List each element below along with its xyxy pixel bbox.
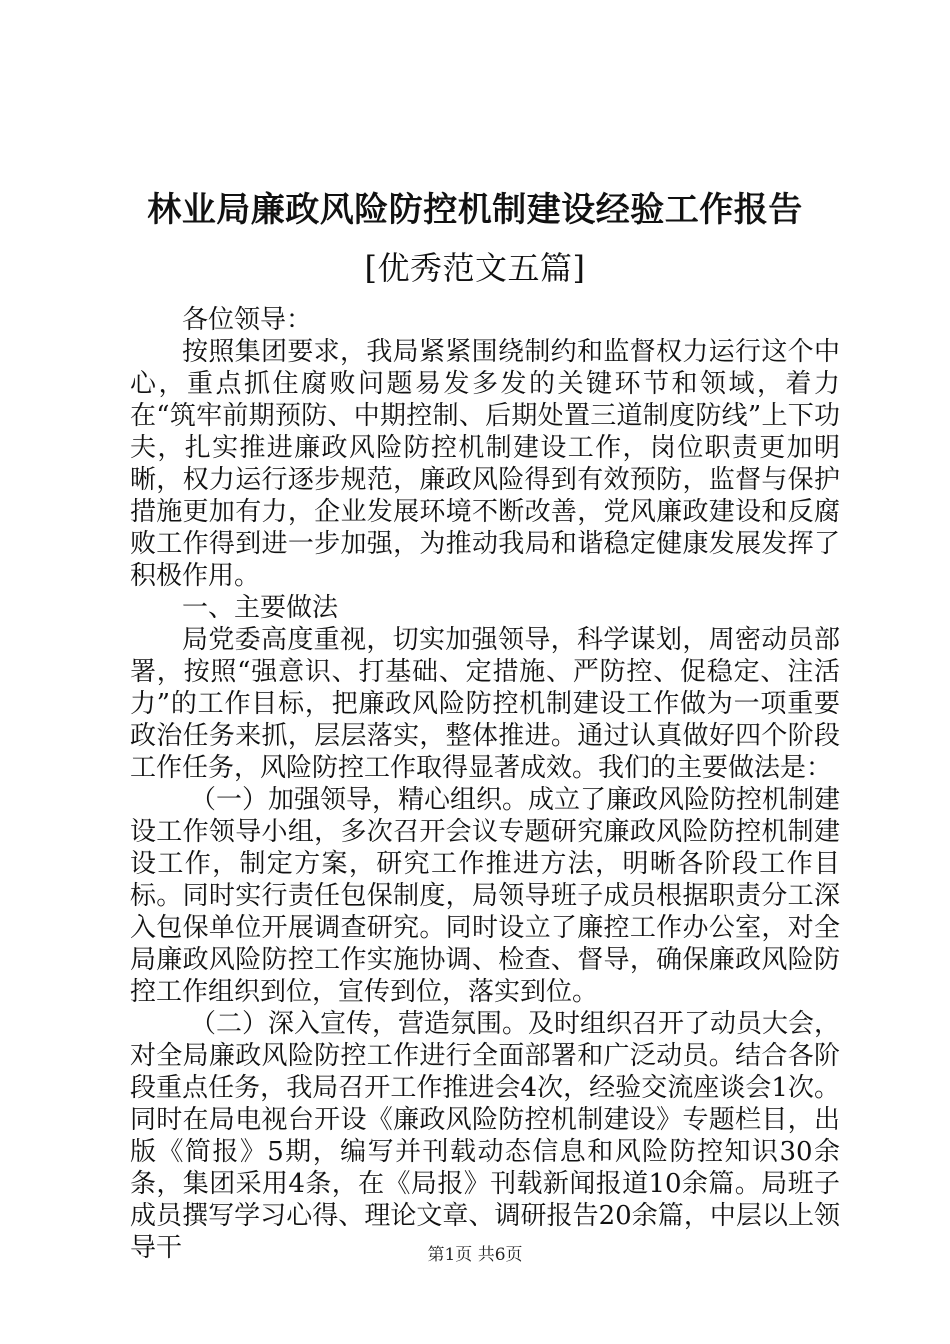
document-subtitle: [优秀范文五篇] [364, 249, 586, 287]
document-body [130, 304, 840, 1264]
page-indicator: 第1页 共6页 [427, 1245, 523, 1265]
section-heading: 一、主要做法 [182, 593, 339, 623]
salutation: 各位领导： [182, 305, 313, 335]
body-paragraph: 局党委高度重视，切实加强领导，科学谋划，周密动员部署，按照“强意识、打基础、定措施、严防控、促稳定、注活力”的工作目标，把廉政风险防控机制建设工作做为一项重要政治任务来抓，层层落实，整体推进。通过认真做好四个阶段工作任务，风险防控工作取得显著成效。我们的主要做法是： [130, 625, 840, 783]
intro-paragraph: 按照集团要求，我局紧紧围绕制约和监督权力运行这个中心，重点抓住腐败问题易发多发的关键环节和领域，着力在“筑牢前期预防、中期控制、后期处置三道制度防线”上下功夫，扎实推进廉政风险防控机制建设工作，岗位职责更加明晰，权力运行逐步规范，廉政风险得到有效预防，监督与保护措施更加有力，企业发展环境不断改善，党风廉政建设和反腐败工作得到进一步加强，为推动我局和谐稳定健康发展发挥了积极作用。 [130, 337, 840, 591]
document-title: 林业局廉政风险防控机制建设经验工作报告 [147, 190, 803, 230]
body-paragraph: （二）深入宣传，营造氛围。及时组织召开了动员大会，对全局廉政风险防控工作进行全面部署和广泛动员。结合各阶段重点任务，我局召开工作推进会4次，经验交流座谈会1次。同时在局电视台开设《廉政风险防控机制建设》专题栏目，出版《简报》5期，编写并刊载动态信息和风险防控知识30余条，集团采用4条，在《局报》刊载新闻报道10余篇。局班子成员撰写学习心得、理论文章、调研报告20余篇，中层以上领导干 [130, 1009, 841, 1263]
body-paragraph: （一）加强领导，精心组织。成立了廉政风险防控机制建设工作领导小组，多次召开会议专题研究廉政风险防控机制建设工作，制定方案，研究工作推进方法，明晰各阶段工作目标。同时实行责任包保制度，局领导班子成员根据职责分工深入包保单位开展调查研究。同时设立了廉控工作办公室，对全局廉政风险防控工作实施协调、检查、督导，确保廉政风险防控工作组织到位，宣传到位，落实到位。 [130, 785, 841, 1007]
